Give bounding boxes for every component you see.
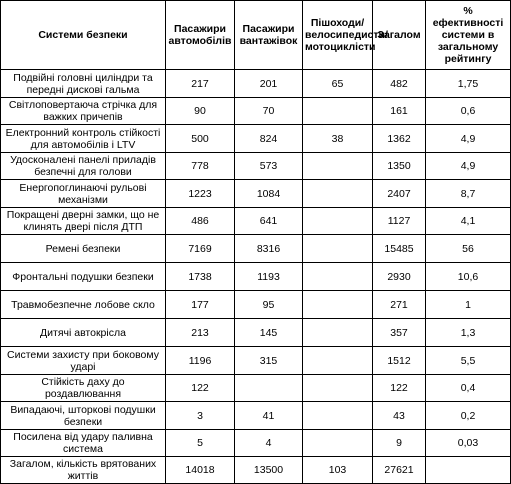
table-row [1, 319, 511, 347]
pedestrians-cell [303, 208, 373, 235]
system-name: Покращені дверні замки, що не клинять двері після ДТП [1, 208, 166, 235]
efficiency-cell: 1 [426, 291, 511, 319]
header-systems: Системи безпеки [1, 1, 166, 70]
efficiency-cell: 0,2 [426, 402, 511, 430]
efficiency-cell: 0,4 [426, 375, 511, 402]
system-name: Фронтальні подушки безпеки [1, 263, 166, 291]
efficiency-cell: 4,9 [426, 153, 511, 180]
header-pedestrians: Пішоходи/велосипедисти/мотоциклісти [303, 1, 373, 70]
system-name: Енергопоглинаючі рульові механізми [1, 180, 166, 208]
car-passengers-cell: 177 [166, 291, 235, 319]
system-name: Подвійні головні циліндри та передні дискові гальма [1, 70, 166, 98]
total-cell: 1350 [373, 153, 426, 180]
truck-passengers-cell: 8316 [235, 235, 303, 263]
header-efficiency: % ефективності системи в загальному рейтингу [426, 1, 511, 70]
pedestrians-cell [303, 430, 373, 457]
efficiency-total [426, 457, 511, 484]
car-passengers-cell: 3 [166, 402, 235, 430]
car-passengers-cell: 217 [166, 70, 235, 98]
header-truck-passengers: Пасажири вантажівок [235, 1, 303, 70]
table-row [1, 263, 511, 291]
table-row [1, 180, 511, 208]
grand-total: 27621 [373, 457, 426, 484]
truck-passengers-cell: 573 [235, 153, 303, 180]
pedestrians-cell [303, 180, 373, 208]
system-name: Електронний контроль стійкості для автомобілів і LTV [1, 125, 166, 153]
truck-passengers-total: 13500 [235, 457, 303, 484]
table-row [1, 70, 511, 98]
car-passengers-cell: 7169 [166, 235, 235, 263]
truck-passengers-cell: 1084 [235, 180, 303, 208]
pedestrians-cell: 65 [303, 70, 373, 98]
system-name: Посилена від удару паливна система [1, 430, 166, 457]
pedestrians-total: 103 [303, 457, 373, 484]
pedestrians-cell [303, 153, 373, 180]
car-passengers-total: 14018 [166, 457, 235, 484]
efficiency-cell: 1,3 [426, 319, 511, 347]
truck-passengers-cell: 824 [235, 125, 303, 153]
header-row [1, 1, 511, 70]
table-row [1, 402, 511, 430]
table-row [1, 347, 511, 375]
car-passengers-cell: 213 [166, 319, 235, 347]
pedestrians-cell: 38 [303, 125, 373, 153]
totals-label: Загалом, кількість врятованих життів [1, 457, 166, 484]
table-row [1, 153, 511, 180]
car-passengers-cell: 1223 [166, 180, 235, 208]
total-cell: 1127 [373, 208, 426, 235]
total-cell: 161 [373, 98, 426, 125]
system-name: Травмобезпечне лобове скло [1, 291, 166, 319]
car-passengers-cell: 500 [166, 125, 235, 153]
system-name: Випадаючі, шторкові подушки безпеки [1, 402, 166, 430]
total-cell: 2930 [373, 263, 426, 291]
pedestrians-cell [303, 402, 373, 430]
truck-passengers-cell: 145 [235, 319, 303, 347]
efficiency-cell: 4,9 [426, 125, 511, 153]
header-total: Загалом [373, 1, 426, 70]
efficiency-cell: 5,5 [426, 347, 511, 375]
system-name: Ремені безпеки [1, 235, 166, 263]
efficiency-cell: 4,1 [426, 208, 511, 235]
efficiency-cell: 0,03 [426, 430, 511, 457]
car-passengers-cell: 1738 [166, 263, 235, 291]
total-cell: 271 [373, 291, 426, 319]
pedestrians-cell [303, 235, 373, 263]
car-passengers-cell: 486 [166, 208, 235, 235]
car-passengers-cell: 1196 [166, 347, 235, 375]
total-cell: 482 [373, 70, 426, 98]
table-row [1, 291, 511, 319]
truck-passengers-cell: 641 [235, 208, 303, 235]
total-cell: 9 [373, 430, 426, 457]
truck-passengers-cell: 1193 [235, 263, 303, 291]
total-cell: 1362 [373, 125, 426, 153]
total-cell: 15485 [373, 235, 426, 263]
truck-passengers-cell: 41 [235, 402, 303, 430]
efficiency-cell: 10,6 [426, 263, 511, 291]
pedestrians-cell [303, 347, 373, 375]
pedestrians-cell [303, 98, 373, 125]
table-row [1, 125, 511, 153]
pedestrians-cell [303, 375, 373, 402]
table-row [1, 430, 511, 457]
total-cell: 122 [373, 375, 426, 402]
truck-passengers-cell: 70 [235, 98, 303, 125]
system-name: Стійкість даху до роздавлювання [1, 375, 166, 402]
truck-passengers-cell: 315 [235, 347, 303, 375]
table-row [1, 375, 511, 402]
header-car-passengers: Пасажири автомобілів [166, 1, 235, 70]
car-passengers-cell: 778 [166, 153, 235, 180]
table-row [1, 208, 511, 235]
total-cell: 2407 [373, 180, 426, 208]
system-name: Дитячі автокрісла [1, 319, 166, 347]
pedestrians-cell [303, 319, 373, 347]
system-name: Системи захисту при боковому ударі [1, 347, 166, 375]
truck-passengers-cell: 4 [235, 430, 303, 457]
system-name: Світлоповертаюча стрічка для важких причепів [1, 98, 166, 125]
car-passengers-cell: 90 [166, 98, 235, 125]
totals-row [1, 457, 511, 484]
total-cell: 357 [373, 319, 426, 347]
car-passengers-cell: 122 [166, 375, 235, 402]
efficiency-cell: 56 [426, 235, 511, 263]
system-name: Удосконалені панелі приладів безпечні для голови [1, 153, 166, 180]
pedestrians-cell [303, 263, 373, 291]
table-row [1, 235, 511, 263]
total-cell: 1512 [373, 347, 426, 375]
efficiency-cell: 1,75 [426, 70, 511, 98]
truck-passengers-cell [235, 375, 303, 402]
car-passengers-cell: 5 [166, 430, 235, 457]
truck-passengers-cell: 95 [235, 291, 303, 319]
total-cell: 43 [373, 402, 426, 430]
truck-passengers-cell: 201 [235, 70, 303, 98]
efficiency-cell: 0,6 [426, 98, 511, 125]
pedestrians-cell [303, 291, 373, 319]
table-row [1, 98, 511, 125]
efficiency-cell: 8,7 [426, 180, 511, 208]
